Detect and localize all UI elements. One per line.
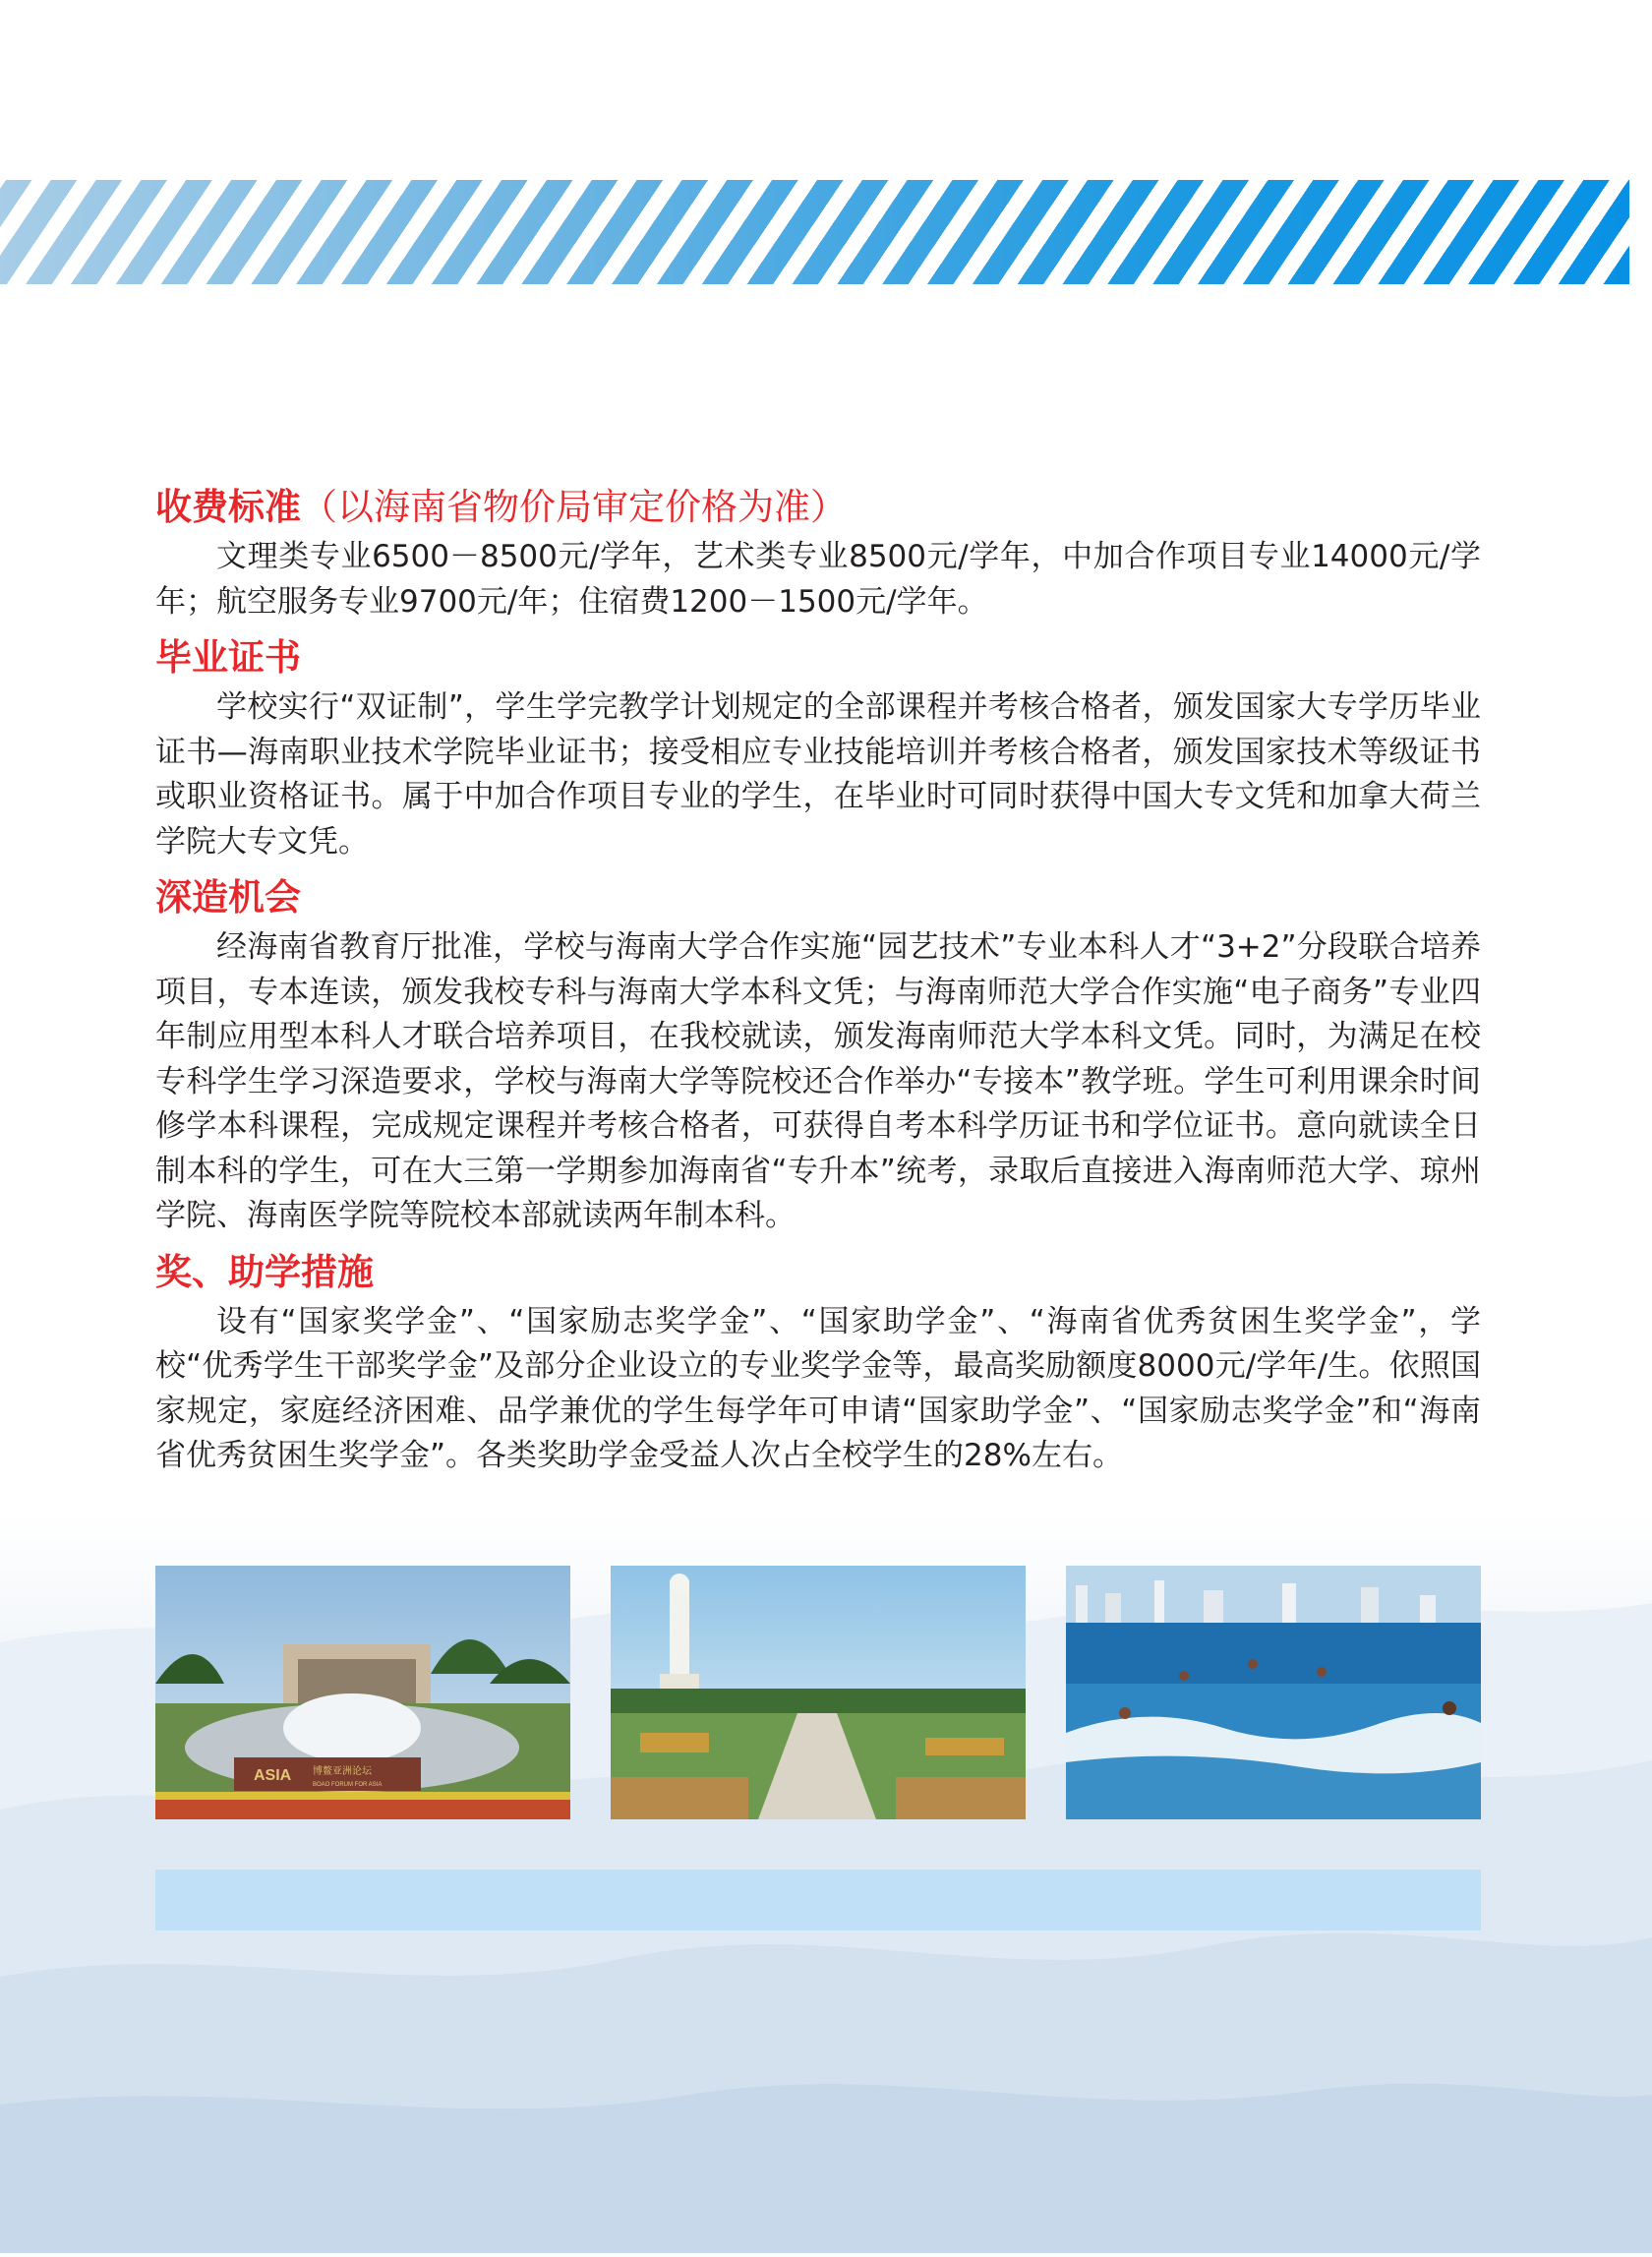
- section-title: 奖、助学措施: [155, 1250, 374, 1293]
- photo-strip: [155, 1566, 1481, 1819]
- section-title: 收费标准（以海南省物价局审定价格为准）: [155, 486, 847, 528]
- section-note: （以海南省物价局审定价格为准）: [301, 486, 847, 528]
- section-body: 经海南省教育厅批准，学校与海南大学合作实施“园艺技术”专业本科人才“3+2”分段联合培养项目，专本连读，颁发我校专科与海南大学本科文凭；与海南师范大学合作实施“电子商务”专业四年制应用型本科人才联合培养项目，在我校就读，颁发海南师范大学本科文凭。同时，为满足在校专科学生学习深造要求，学校与海南大学等院校还合作举办“专接本”教学班。学生可利用课余时间修学本科课程，完成规定课程并考核合格者，可获得自考本科学历证书和学位证书。意向就读全日制本科的学生，可在大三第一学期参加海南省“专升本”统考，录取后直接进入海南师范大学、琼州学院、海南医学院等院校本部就读两年制本科。: [155, 929, 1481, 1233]
- section-scholarships: [155, 1245, 1481, 1479]
- photo-guanyin-statue: [611, 1566, 1026, 1819]
- section-body: 文理类专业6500－8500元/学年，艺术类专业8500元/学年，中加合作项目专业14000元/学年；航空服务专业9700元/年；住宿费1200－1500元/学年。: [155, 539, 1481, 620]
- photo-beach-sea: [1066, 1566, 1481, 1819]
- header-stripe-pattern: [0, 180, 1629, 284]
- section-further-study: [155, 870, 1481, 1239]
- section-body: 学校实行“双证制”，学生学完教学计划规定的全部课程并考核合格者，颁发国家大专学历毕业证书—海南职业技术学院毕业证书；接受相应专业技能培训并考核合格者，颁发国家技术等级证书或职业资格证书。属于中加合作项目专业的学生，在毕业时可同时获得中国大专文凭和加拿大荷兰学院大专文凭。: [155, 689, 1481, 860]
- photo-sign-en: BOAO FORUM FOR ASIA: [313, 1782, 383, 1788]
- photo-boao-forum: [155, 1566, 570, 1819]
- section-diploma: [155, 630, 1481, 864]
- section-title: 深造机会: [155, 876, 301, 919]
- main-content: [155, 480, 1481, 1485]
- photo-sign-text: ASIA: [254, 1767, 292, 1784]
- photo-sign-cn: 博鳌亚洲论坛: [313, 1766, 372, 1777]
- footer-bar: [155, 1870, 1481, 1930]
- section-title: 毕业证书: [155, 636, 301, 679]
- section-body: 设有“国家奖学金”、“国家励志奖学金”、“国家助学金”、“海南省优秀贫困生奖学金”，学校“优秀学生干部奖学金”及部分企业设立的专业奖学金等，最高奖励额度8000元/学年/生。依照国家规定，家庭经济困难、品学兼优的学生每学年可申请“国家助学金”、“国家励志奖学金”和“海南省优秀贫困生奖学金”。各类奖助学金受益人次占全校学生的28%左右。: [155, 1303, 1481, 1473]
- section-fees: [155, 480, 1481, 624]
